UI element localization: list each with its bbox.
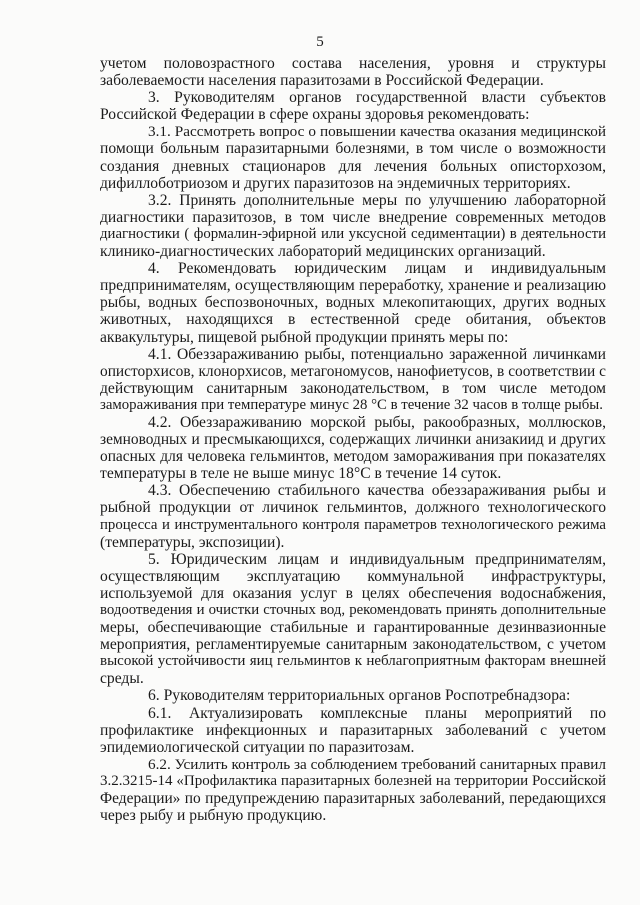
text-line: аквакультуры, пищевой рыбной продукции принять меры по:: [100, 328, 509, 346]
text-line: действующим санитарным законодательством, в том числе методом: [100, 379, 606, 397]
text-line: создания дневных стационаров для лечения больных описторхозом,: [100, 157, 606, 175]
text-line: помощи больным паразитарными болезнями, в том числе о возможности: [100, 140, 606, 158]
text-line: 3.2. Принять дополнительные меры по улучшению лабораторной: [148, 191, 606, 209]
text-line: опасных для человека гельминтов, методом замораживания при показателях: [100, 448, 606, 466]
text-line: эпидемиологической ситуации по паразитозам.: [100, 738, 415, 756]
text-line: процесса и инструментального контроля параметров технологического режима: [100, 516, 606, 533]
text-line: мероприятия, регламентируемые санитарным законодательством, с учетом: [100, 636, 606, 654]
text-line: среды.: [100, 670, 144, 688]
text-line: 6.1. Актуализировать комплексные планы мероприятий по: [148, 704, 606, 722]
text-line: диагностики ( формалин-эфирной или уксусной седиментации) в деятельности: [100, 225, 606, 242]
text-line: описторхисов, клонорхисов, метагономусов, нанофиетусов, в соответствии с: [100, 362, 606, 380]
text-line: заболеваемости населения паразитозами в Российской Федерации.: [100, 72, 544, 90]
text-line: температуры в теле не выше минус 18°С в течение 14 суток.: [100, 465, 502, 483]
text-line: 6. Руководителям территориальных органов Роспотребнадзора:: [148, 687, 571, 705]
text-line: 3.1. Рассмотреть вопрос о повышении качества оказания медицинской: [148, 123, 606, 141]
text-line: через рыбу и рыбную продукцию.: [100, 807, 327, 825]
page-number: 5: [316, 34, 324, 50]
text-line: дифиллоботриозом и других паразитозов на эндемичных территориях.: [100, 174, 571, 192]
text-line: клинико-диагностических лабораторий медицинских организаций.: [100, 243, 546, 261]
text-line: Федерации» по предупреждению паразитарных заболеваний, передающихся: [100, 790, 606, 808]
text-line: водоотведения и очистки сточных вод, рекомендовать принять дополнительные: [100, 602, 606, 618]
text-line: (температуры, экспозиции).: [100, 533, 285, 551]
text-line: 3.2.3215-14 «Профилактика паразитарных болезней на территории Российской: [100, 772, 606, 789]
text-line: земноводных и пресмыкающихся, содержащих личинки анизакиид и других: [100, 431, 606, 449]
text-line: 6.2. Усилить контроль за соблюдением требований санитарных правил: [148, 755, 606, 773]
text-line: замораживания при температуре минус 28 °С в течение 32 часов в толще рыбы.: [100, 396, 603, 413]
text-line: 4.2. Обеззараживанию морской рыбы, ракообразных, моллюсков,: [148, 413, 606, 431]
text-line: профилактике инфекционных и паразитарных заболеваний с учетом: [100, 721, 606, 739]
text-line: животных, находящихся в естественной среде обитания, объектов: [100, 311, 606, 329]
text-line: высокой устойчивости яиц гельминтов к неблагоприятным факторам внешней: [100, 653, 606, 670]
text-line: 4.1. Обеззараживанию рыбы, потенциально зараженной личинками: [148, 345, 606, 363]
text-line: 3. Руководителям органов государственной власти субъектов: [148, 89, 606, 107]
document-body: [100, 55, 606, 824]
text-line: 4. Рекомендовать юридическим лицам и индивидуальным: [148, 260, 606, 278]
text-line: 5. Юридическим лицам и индивидуальным предпринимателям,: [148, 550, 606, 568]
text-line: меры, обеспечивающие стабильные и гарантированные дезинвазионные: [100, 619, 606, 637]
text-line: диагностики паразитозов, в том числе внедрение современных методов: [100, 208, 606, 226]
text-line: используемой для оказания услуг в целях обеспечения водоснабжения,: [100, 584, 606, 602]
text-line: учетом половозрастного состава населения, уровня и структуры: [100, 55, 606, 72]
text-line: рыбной продукции от личинок гельминтов, должного технологического: [100, 499, 606, 517]
text-line: рыбы, водных беспозвоночных, водных млекопитающих, других водных: [100, 294, 606, 312]
text-line: 4.3. Обеспечению стабильного качества обеззараживания рыбы и: [148, 482, 606, 500]
text-line: Российской Федерации в сфере охраны здоровья рекомендовать:: [100, 106, 530, 124]
text-line: осуществляющим эксплуатацию коммунальной инфраструктуры,: [100, 567, 606, 585]
text-line: предпринимателям, осуществляющим переработку, хранение и реализацию: [100, 277, 606, 295]
